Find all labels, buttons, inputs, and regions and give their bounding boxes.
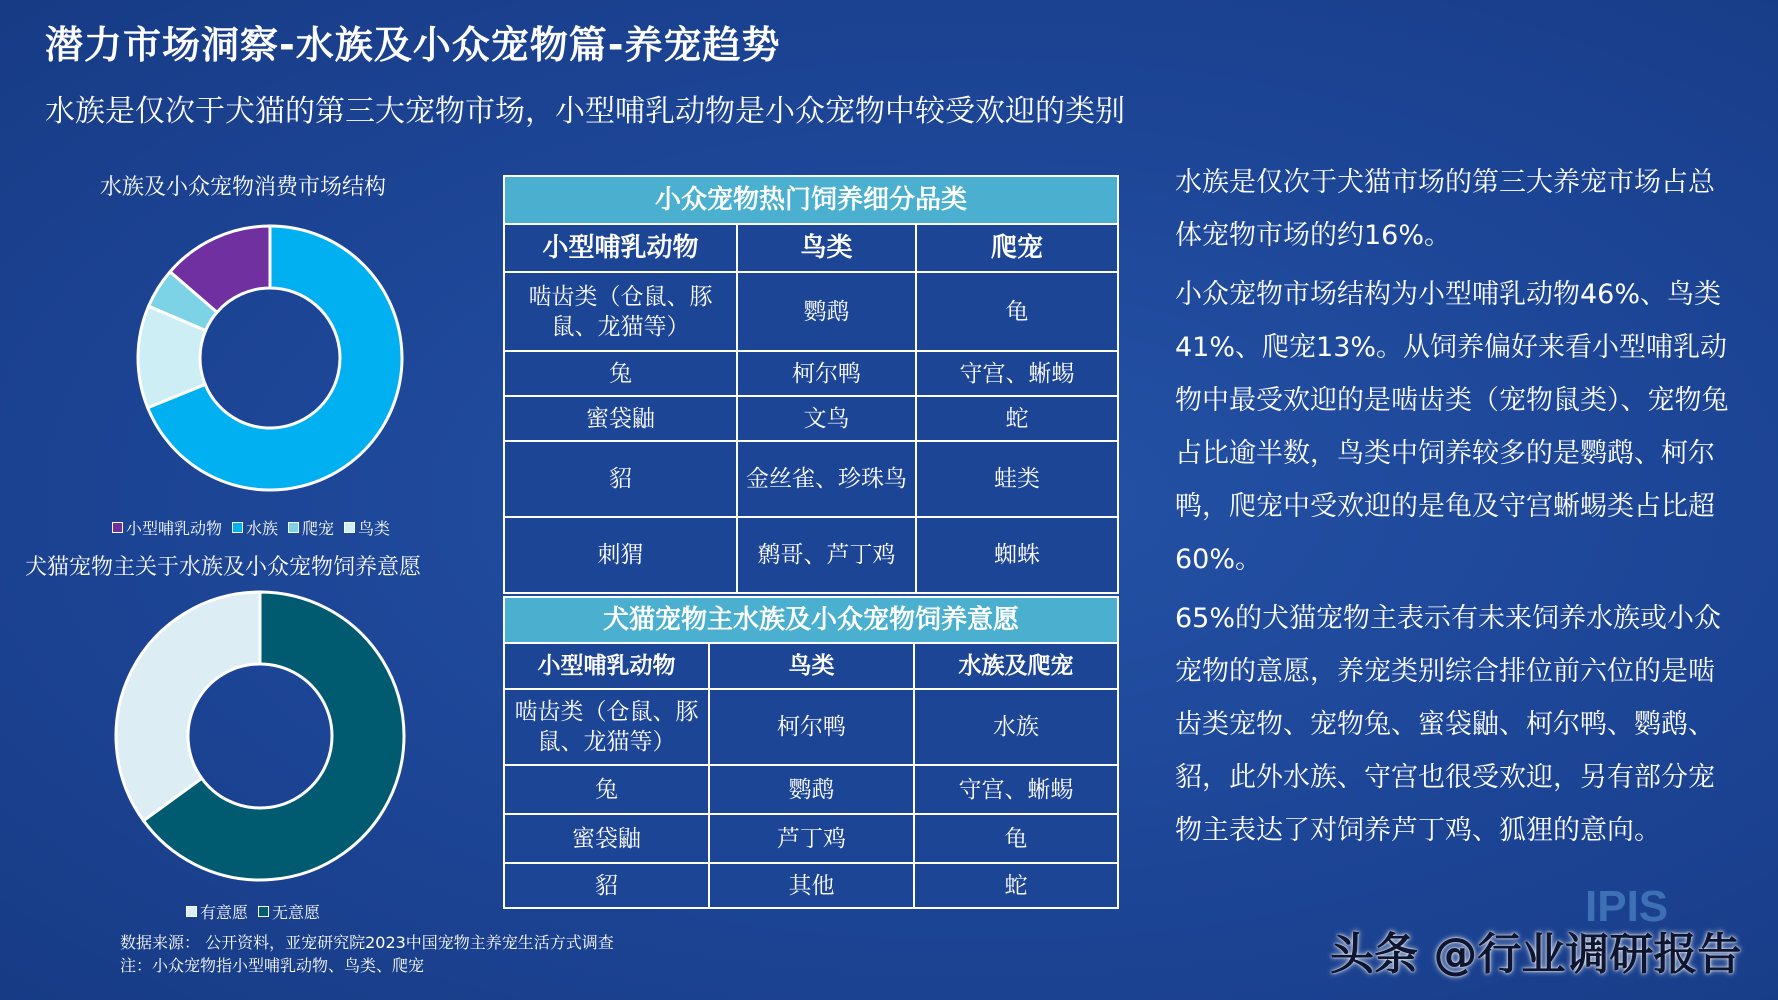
table-cell: 其他 — [709, 863, 914, 908]
legend-swatch — [288, 522, 299, 533]
table-cell: 文鸟 — [737, 396, 916, 441]
legend-swatch — [232, 522, 243, 533]
legend-item — [232, 516, 278, 539]
table-cell: 蛇 — [916, 396, 1118, 441]
legend-item — [288, 516, 334, 539]
watermark: 头条 @行业调研报告 — [1330, 929, 1742, 980]
chart2-title: 犬猫宠物主关于水族及小众宠物饲养意愿 — [25, 555, 422, 580]
legend-label: 有意愿 — [200, 903, 249, 922]
willingness-categories-table — [503, 596, 1119, 909]
table-cell: 啮齿类（仓鼠、豚鼠、龙猫等） — [504, 689, 709, 765]
table1-header-birds: 鸟类 — [737, 224, 916, 272]
table1-header-small-mammals: 小型哺乳动物 — [504, 224, 737, 272]
table-cell: 龟 — [914, 814, 1118, 863]
legend-item — [112, 516, 222, 539]
legend-label: 无意愿 — [272, 903, 321, 922]
willingness-donut-chart — [110, 586, 410, 886]
data-source: 数据来源： 公开资料，亚宠研究院2023中国宠物主养宠生活方式调查 — [120, 933, 614, 952]
table-cell: 啮齿类（仓鼠、豚鼠、龙猫等） — [504, 272, 737, 351]
table-cell: 刺猬 — [504, 517, 737, 593]
table-cell: 貂 — [504, 441, 737, 517]
ipis-logo: IPIS — [1585, 882, 1669, 931]
legend-item — [344, 516, 390, 539]
table-cell: 守宫、蜥蜴 — [914, 765, 1118, 814]
table-cell: 兔 — [504, 351, 737, 396]
table-row — [504, 351, 1118, 396]
legend-label: 爬宠 — [302, 519, 335, 538]
page-title: 潜力市场洞察-水族及小众宠物篇-养宠趋势 — [45, 23, 781, 67]
table2-banner: 犬猫宠物主水族及小众宠物饲养意愿 — [504, 597, 1118, 643]
table-cell: 芦丁鸡 — [709, 814, 914, 863]
table-cell: 鹦鹉 — [737, 272, 916, 351]
table2-header-small-mammals: 小型哺乳动物 — [504, 643, 709, 689]
table-row — [504, 863, 1118, 908]
popular-categories-table — [503, 175, 1119, 594]
market-structure-donut-chart — [130, 218, 410, 498]
footnote: 注：小众宠物指小型哺乳动物、鸟类、爬宠 — [120, 956, 425, 975]
table-cell: 鹦鹉 — [709, 765, 914, 814]
legend-label: 鸟类 — [358, 519, 391, 538]
table-cell: 蛙类 — [916, 441, 1118, 517]
table-cell: 金丝雀、珍珠鸟 — [737, 441, 916, 517]
table2-header-birds: 鸟类 — [709, 643, 914, 689]
legend-swatch — [344, 522, 355, 533]
insight-paragraph-structure: 小众宠物市场结构为小型哺乳动物46%、鸟类41%、爬宠13%。从饲养偏好来看小型哺乳动物中最受欢迎的是啮齿类（宠物鼠类）、宠物兔占比逾半数，鸟类中饲养较多的是鹦鹉、柯尔鸭，爬宠中受欢迎的是龟及守宫蜥蜴类占比超60%。 — [1175, 279, 1729, 575]
chart1-legend — [112, 516, 390, 539]
table-row — [504, 272, 1118, 351]
table-cell: 蜜袋鼬 — [504, 396, 737, 441]
table-row — [504, 441, 1118, 517]
table-row — [504, 689, 1118, 765]
table2-header-aquatic-reptiles: 水族及爬宠 — [914, 643, 1118, 689]
table-cell: 兔 — [504, 765, 709, 814]
table-cell: 貂 — [504, 863, 709, 908]
table-cell: 龟 — [916, 272, 1118, 351]
table-row — [504, 396, 1118, 441]
chart2-legend — [186, 900, 320, 923]
table-cell: 蛇 — [914, 863, 1118, 908]
legend-swatch — [186, 906, 197, 917]
page-subtitle: 水族是仅次于犬猫的第三大宠物市场，小型哺乳动物是小众宠物中较受欢迎的类别 — [45, 94, 1125, 129]
table-cell: 蜘蛛 — [916, 517, 1118, 593]
table-cell: 蜜袋鼬 — [504, 814, 709, 863]
chart1-title: 水族及小众宠物消费市场结构 — [100, 175, 387, 200]
insight-paragraph-willingness: 65%的犬猫宠物主表示有未来饲养水族或小众宠物的意愿，养宠类别综合排位前六位的是啮齿类宠物、宠物兔、蜜袋鼬、柯尔鸭、鹦鹉、貂，此外水族、守宫也很受欢迎，另有部分宠物主表达了对饲养芦丁鸡、狐狸的意向。 — [1175, 603, 1722, 846]
table-cell: 水族 — [914, 689, 1118, 765]
legend-label: 小型哺乳动物 — [126, 519, 223, 538]
table-row — [504, 517, 1118, 593]
table-cell: 柯尔鸭 — [737, 351, 916, 396]
insight-text — [1175, 156, 1735, 863]
table-cell: 守宫、蜥蜴 — [916, 351, 1118, 396]
table1-banner: 小众宠物热门饲养细分品类 — [504, 176, 1118, 224]
legend-swatch — [112, 522, 123, 533]
table-row — [504, 765, 1118, 814]
table-row — [504, 814, 1118, 863]
table1-header-reptiles: 爬宠 — [916, 224, 1118, 272]
legend-label: 水族 — [246, 519, 279, 538]
donut-slice-1 — [116, 592, 260, 821]
legend-item — [186, 900, 248, 923]
legend-item — [258, 900, 320, 923]
table-cell: 鹩哥、芦丁鸡 — [737, 517, 916, 593]
legend-swatch — [258, 906, 269, 917]
insight-paragraph-aquatic: 水族是仅次于犬猫市场的第三大养宠市场占总体宠物市场的约16%。 — [1175, 167, 1715, 251]
table-cell: 柯尔鸭 — [709, 689, 914, 765]
